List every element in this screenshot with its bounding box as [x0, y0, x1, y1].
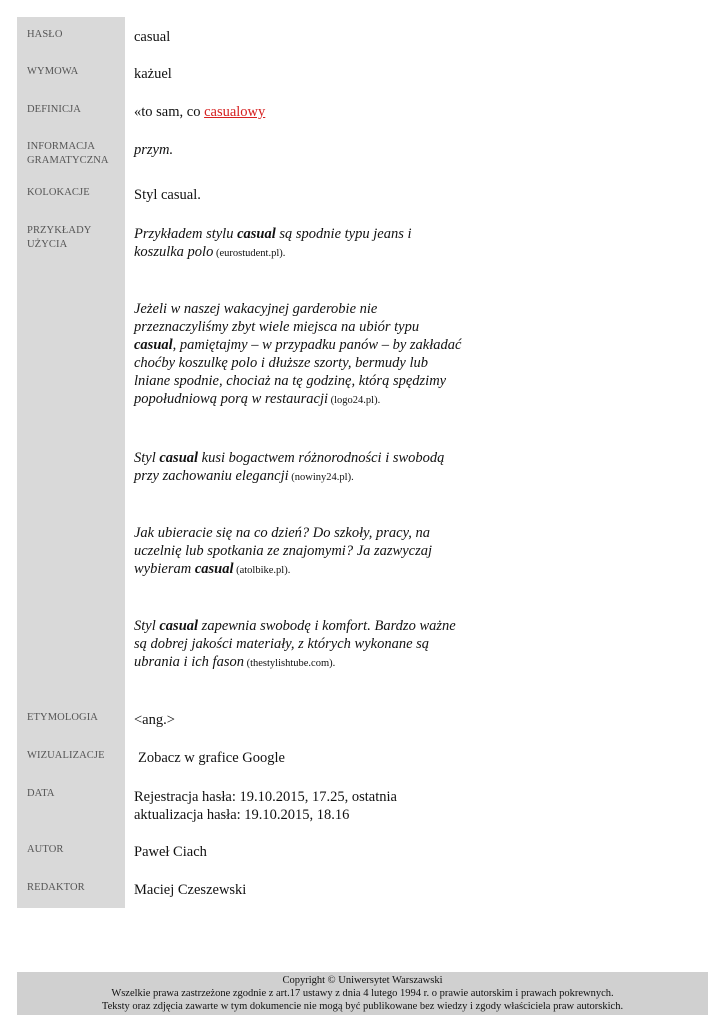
example-3: Styl casual kusi bogactwem różnorodności i swobodą przy zachowaniu elegancji (nowiny24.pl). — [134, 450, 445, 484]
label-informacja-gramatyczna — [27, 140, 119, 168]
footer-rights: Wszelkie prawa zastrzeżone zgodnie z art.17 ustawy z dnia 4 lutego 1994 r. o prawie autorskim i prawach pokrewnych. — [111, 988, 614, 999]
example-source: (thestylishtube.com). — [243, 658, 336, 669]
example-1: Przykładem stylu casual są spodnie typu jeans i koszulka polo (eurostudent.pl). — [134, 226, 412, 260]
definicja-link[interactable]: casualowy — [204, 104, 266, 120]
copyright-footer — [17, 972, 708, 1015]
footer-copyright: Copyright © Uniwersytet Warszawski — [282, 975, 443, 986]
label-definicja: DEFINICJA — [27, 104, 81, 115]
value-autor: Paweł Ciach — [134, 844, 207, 860]
data-line-2: aktualizacja hasła: 19.10.2015, 18.16 — [134, 807, 350, 823]
label-przyklady-line-1: PRZYKŁADY — [27, 225, 92, 236]
definicja-prefix: «to sam, co — [134, 104, 205, 120]
label-data: DATA — [27, 788, 55, 799]
google-images-link[interactable]: Zobacz w grafice Google — [138, 750, 285, 766]
label-informacja-line-2: GRAMATYCZNA — [27, 155, 109, 166]
value-wymowa: każuel — [134, 66, 172, 82]
label-redaktor: REDAKTOR — [27, 882, 85, 893]
example-source: (eurostudent.pl). — [213, 248, 286, 259]
label-wymowa: WYMOWA — [27, 66, 79, 77]
label-informacja-line-1: INFORMACJA — [27, 141, 96, 152]
example-4: Jak ubieracie się na co dzień? Do szkoły, pracy, na uczelnię lub spotkania ze znajomymi? Ja zazwyczaj wybieram casual (atolbike.pl). — [134, 525, 433, 577]
example-source: (logo24.pl). — [328, 395, 381, 406]
footer-notice: Teksty oraz zdjęcia zawarte w tym dokumencie nie mogą być publikowane bez wiedzy i zgody właściciela praw autorskich. — [101, 1001, 624, 1012]
value-data — [134, 788, 434, 824]
label-etymologia: ETYMOLOGIA — [27, 712, 98, 723]
value-definicja — [134, 103, 464, 121]
value-informacja-gramatyczna: przym. — [134, 142, 174, 158]
value-redaktor: Maciej Czeszewski — [134, 882, 247, 898]
value-etymologia: <ang.> — [134, 712, 175, 728]
example-2: Jeżeli w naszej wakacyjnej garderobie nie przeznaczyliśmy zbyt wiele miejsca na ubiór typu casual, pamiętajmy – w przypadku panów – by zakładać choćby koszulkę polo i dłuższe szorty, bermudy lub lniane spodnie, chociaż na tę godzinę, którą spędzimy popołudniową porą w restauracji (logo24.pl). — [134, 301, 462, 407]
label-kolokacje: KOLOKACJE — [27, 187, 90, 198]
label-haslo: HASŁO — [27, 29, 63, 40]
data-line-1: Rejestracja hasła: 19.10.2015, 17.25, ostatnia — [134, 789, 397, 805]
label-przyklady-line-2: UŻYCIA — [27, 239, 68, 250]
value-kolokacje: Styl casual. — [134, 187, 201, 203]
value-haslo: casual — [134, 29, 171, 45]
label-autor: AUTOR — [27, 844, 64, 855]
label-przyklady-uzycia — [27, 224, 119, 252]
label-wizualizacje: WIZUALIZACJE — [27, 750, 105, 761]
example-5: Styl casual zapewnia swobodę i komfort. Bardzo ważne są dobrej jakości materiały, z których wykonane są ubrania i ich fason (thestylishtube.com). — [134, 618, 456, 670]
example-source: (atolbike.pl). — [233, 565, 291, 576]
example-source: (nowiny24.pl). — [288, 472, 354, 483]
